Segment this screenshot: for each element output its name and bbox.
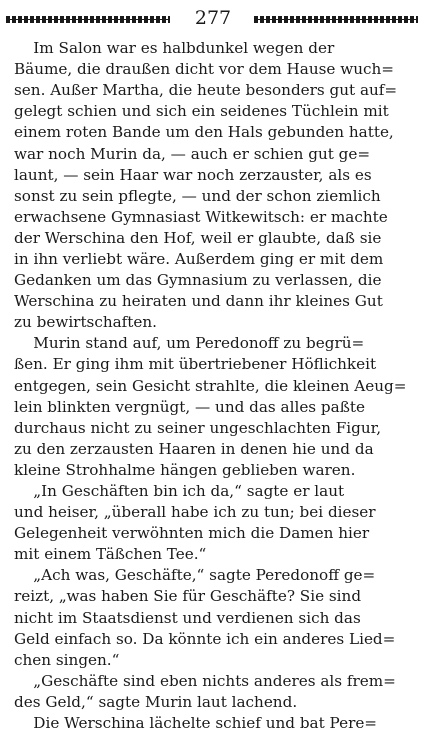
- text-line: chen singen.“: [14, 650, 120, 669]
- text-line: Die Werschina lächelte schief und bat Pere=: [14, 713, 378, 732]
- text-line: „Ach was, Geschäfte,“ sagte Peredonoff ge=: [14, 566, 376, 585]
- text-line: einem roten Bande um den Hals gebunden hatte,: [14, 123, 394, 142]
- text-line: Gedanken um das Gymnasium zu verlassen, die: [14, 271, 382, 289]
- text-line: ßen. Er ging ihm mit übertriebener Höflichkeit: [14, 355, 377, 374]
- text-line: sen. Außer Martha, die heute besonders gut auf=: [14, 81, 398, 100]
- text-line: entgegen, sein Gesicht strahlte, die kleinen Aeug=: [14, 376, 407, 395]
- text-line: Bäume, die draußen dicht vor dem Hause wuch=: [14, 60, 395, 79]
- page-number: 277: [194, 7, 232, 29]
- text-line: der Werschina den Hof, weil er glaubte, daß sie: [14, 228, 382, 247]
- text-line: zu bewirtschaften.: [14, 313, 157, 332]
- right-ornament-rule: [254, 16, 418, 23]
- text-line: mit einem Täßchen Tee.“: [14, 545, 207, 564]
- text-line: reizt, „was haben Sie für Geschäfte? Sie sind: [14, 587, 362, 606]
- text-line: Geld einfach so. Da könnte ich ein anderes Lied=: [14, 629, 396, 648]
- text-line: war noch Murin da, — auch er schien gut ge=: [14, 144, 371, 163]
- text-line: zu den zerzausten Haaren in denen hie und da: [14, 439, 374, 458]
- text-line: Werschina zu heiraten und dann ihr kleines Gut: [14, 292, 383, 311]
- text-line: kleine Strohhalme hängen geblieben waren.: [14, 460, 356, 479]
- text-line: Gelegenheit verwöhnten mich die Damen hier: [14, 524, 370, 543]
- left-ornament-rule: [6, 16, 170, 23]
- text-line: launt, — sein Haar war noch zerzauster, als es: [14, 165, 372, 184]
- text-line: nicht im Staatsdienst und verdienen sich das: [14, 608, 361, 627]
- text-line: Im Salon war es halbdunkel wegen der: [14, 39, 335, 57]
- text-line: lein blinkten vergnügt, — und das alles paßte: [14, 397, 365, 416]
- text-line: durchaus nicht zu seiner ungeschlachten Figur,: [14, 418, 382, 437]
- text-line: des Geld,“ sagte Murin laut lachend.: [14, 692, 298, 711]
- text-line: gelegt schien und sich ein seidenes Tüchlein mit: [14, 102, 389, 121]
- text-line: „In Geschäften bin ich da,“ sagte er laut: [14, 481, 345, 500]
- text-line: in ihn verliebt wäre. Außerdem ging er mit dem: [14, 249, 384, 268]
- page-header: [0, 6, 424, 30]
- text-line: „Geschäfte sind eben nichts anderes als frem=: [14, 671, 396, 690]
- text-line: sonst zu sein pflegte, — und der schon ziemlich: [14, 186, 381, 205]
- text-line: erwachsene Gymnasiast Witkewitsch: er machte: [14, 207, 388, 226]
- text-line: und heiser, „überall habe ich zu tun; bei dieser: [14, 503, 376, 521]
- text-line: Murin stand auf, um Peredonoff zu begrü=: [14, 334, 365, 353]
